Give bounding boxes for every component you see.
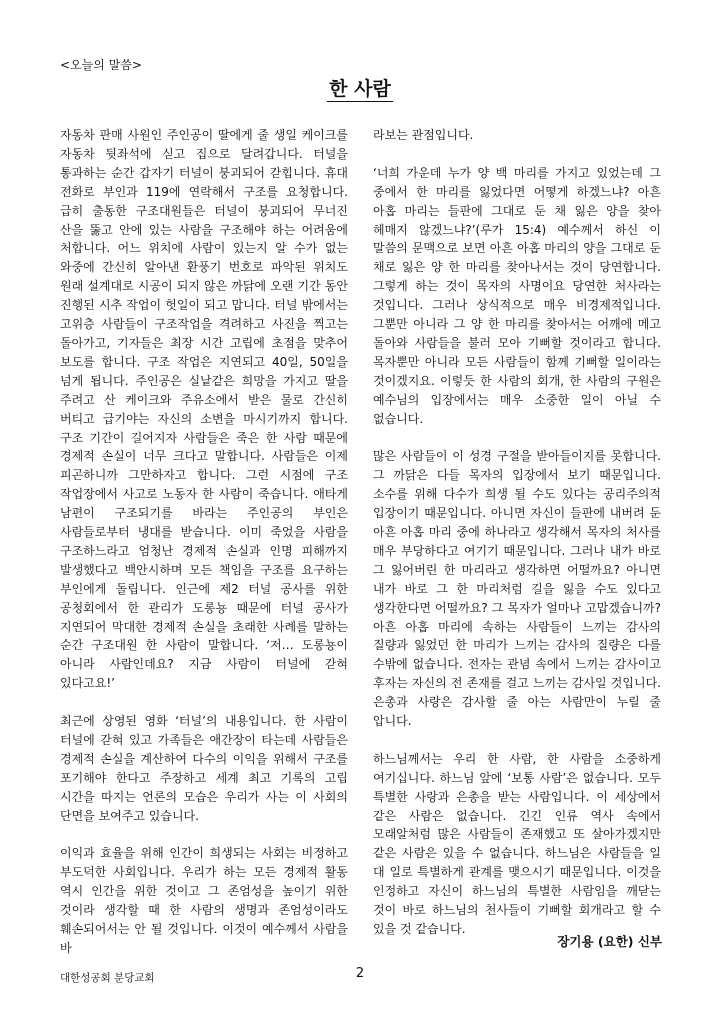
page-number: 2: [355, 966, 365, 981]
page-title-text: 한 사람: [329, 78, 391, 100]
paragraph-gratitude: 많은 사람들이 이 성경 구절을 받아들이지를 못합니다. 그 까닭은 다들 목자의 입장에서 보기 때문입니다. 소수를 위해 다수가 희생 될 수도 있다는 공리주의적 입장이기 때문입니다. 아니면 자신이 들판에 내버려 둔 아흔 아홉 마리 중에 하나라고 생각해서 목자의 처사를 매우 부당하다고 여기기 때문입니다. 그러나 내가 바로 그 잃어버린 한 마리라고 생각하면 어떨까요? 아니면 내가 바로 그 한 마리처럼 길을 잃을 수도 있다고 생각한다면 어떨까요? 그 목자가 얼마나 고맙겠습니까? 아흔 아홉 마리에 속하는 사람들이 느끼는 감사의 질량과 잃었던 한 마리가 느끼는 감사의 질량은 다를 수밖에 없습니다. 전자는 관념 속에서 느끼는 감사이고 후자는 자신의 전 존재를 걸고 느끼는 감사일 것입니다. 은총과 사랑은 감사할 줄 아는 사람만이 누릴 줄 압니다.: [373, 449, 661, 729]
paragraph-movie-summary: 최근에 상영된 영화 ‘터널’의 내용입니다. 한 사람이 터널에 갇혀 있고 가족들은 애간장이 타는데 사람들은 경제적 손실을 계산하여 다수의 이익을 위해서 구조를 포기해야 한다고 주장하고 세계 최고 기록의 고립 시간을 따지는 언론의 모습은 우리가 사는 이 사회의 단면을 보여주고 있습니다.: [60, 714, 348, 823]
paragraph-parable: ‘너희 가운데 누가 양 백 마리를 가지고 있었는데 그 중에서 한 마리를 잃었다면 어떻게 하겠느냐? 아흔 아홉 마리는 들판에 그대로 둔 채 잃은 양을 찾아 헤매지 않겠느냐?’(루가 15:4) 예수께서 하신 이 말씀의 문맥으로 보면 아흔 아홉 마리의 양을 그대로 둔 채로 잃은 양 한 마리를 찾아나서는 것이 당연합니다. 그렇게 하는 것이 목자의 사명이요 당연한 처사라는 것입니다. 그러나 상식적으로 매우 비경제적입니다. 그뿐만 아니라 그 양 한 마리를 찾아서는 어깨에 메고 돌아와 사람들을 불러 모아 기뻐할 것이라고 합니다. 목자뿐만 아니라 모든 사람들이 함께 기뻐할 일이라는 것이겠지요. 이렇듯 한 사람의 회개, 한 사람의 구원은 예수님의 입장에서는 매우 소중한 일이 아닐 수 없습니다.: [373, 165, 661, 426]
paragraph-tunnel-story: 자동차 판매 사원인 주인공이 딸에게 줄 생일 케이크를 자동차 뒷좌석에 싣고 집으로 달려갑니다. 터널을 통과하는 순간 갑자기 터널이 붕괴되어 갇힙니다. 휴대 전화로 부인과 119에 연락해서 구조를 요청합니다. 급히 출동한 구조대원들은 터널이 붕괴되어 무너진 산을 뚫고 안에 있는 사람을 구조해야 하는 어려움에 처합니다. 어느 위치에 사람이 있는지 알 수가 없는 와중에 간신히 알아낸 환풍기 번호로 파악된 위치도 원래 설계대로 시공이 되지 않은 까닭에 오랜 기간 동안 진행된 시추 작업이 헛일이 되고 맙니다. 터널 밖에서는 고위층 사람들이 구조작업을 격려하고 사진을 찍고는 돌아가고, 기자들은 최장 시간 고립에 초점을 맞추어 보도를 합니다. 구조 작업은 지연되고 40일, 50일을 넘게 됩니다. 주인공은 실낱같은 희망을 가지고 딸을 주려고 산 케이크와 주유소에서 받은 물로 간신히 버티고 급기야는 자신의 소변을 마시기까지 합니다. 구조 기간이 길어지자 사람들은 죽은 한 사람 때문에 경제적 손실이 너무 크다고 말합니다. 사람들은 이제 피곤하니까 그만하자고 합니다. 그런 시점에 구조 작업장에서 사고로 노동자 한 사람이 죽습니다. 애타게 남편이 구조되기를 바라는 주인공의 부인은 사람들로부터 냉대를 받습니다. 이미 죽었을 사람을 구조하느라고 엄청난 경제적 손실과 인명 피해까지 발생했다고 백안시하며 모든 책임을 구조를 요구하는 부인에게 돌립니다. 인근에 제2 터널 공사를 위한 공청회에서 한 관리가 도롱뇽 때문에 터널 공사가 지연되어 막대한 경제적 손실을 초래한 사례를 말하는 순간 구조대원 한 사람이 말합니다. ‘저… 도롱뇽이 아니라 사람인데요? 지금 사람이 터널에 갇혀 있다고요!’: [60, 128, 348, 691]
left-column: [60, 126, 348, 958]
page-title: [0, 74, 720, 101]
paragraph-continuation: 라보는 관점입니다.: [373, 128, 474, 142]
author-signature: 장기용 (요한) 신부: [557, 934, 662, 949]
section-label: <오늘의 말씀>: [60, 58, 142, 72]
paragraph-special-person: 하느님께서는 우리 한 사람, 한 사람을 소중하게 여기십니다. 하느님 앞에 ‘보통 사람’은 없습니다. 모두 특별한 사랑과 은총을 받는 사람입니다. 이 세상에서 같은 사람은 없습니다. 긴긴 인류 역사 속에서 모래알처럼 많은 사람들이 존재했고 또 살아가겠지만 같은 사람은 있을 수 없습니다. 하느님은 사람들을 일 대 일로 특별하게 관계를 맺으시기 때문입니다. 이것을 인정하고 자신이 하느님의 특별한 사람임을 깨닫는 것이 바로 하느님의 천사들이 기뻐할 회개라고 할 수 있을 것 같습니다.: [373, 751, 661, 937]
paragraph-society: 이익과 효율을 위해 인간이 희생되는 사회는 비정하고 부도덕한 사회입니다. 우리가 하는 모든 경제적 활동 역시 인간을 위한 것이고 그 존엄성을 높이기 위한 것이라 생각할 때 한 사람의 생명과 존엄성이라도 훼손되어서는 안 될 것입니다. 이것이 예수께서 사람을 바: [60, 846, 348, 955]
right-column: [373, 126, 661, 939]
footer-organization: 대한성공회 분당교회: [60, 972, 155, 984]
